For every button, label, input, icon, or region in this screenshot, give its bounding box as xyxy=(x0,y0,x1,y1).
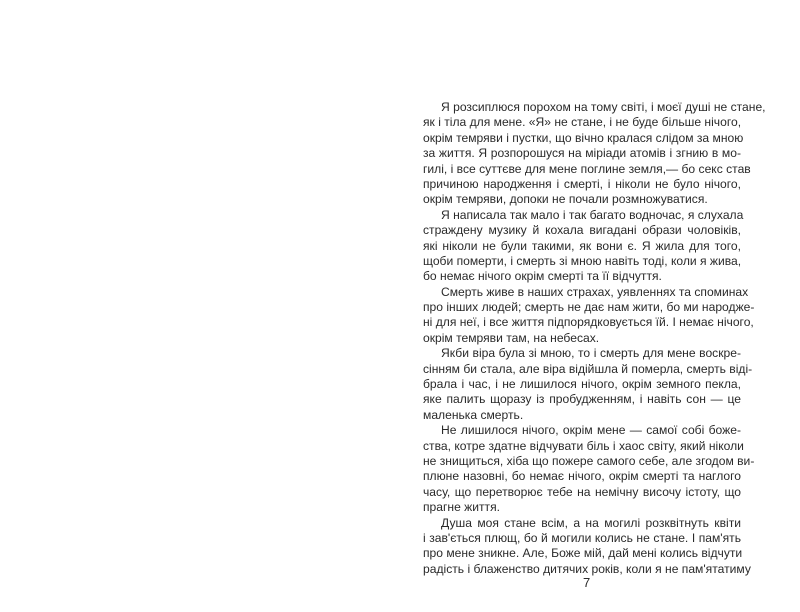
text-line: Я написала так мало і так багато водночас, я слухала xyxy=(441,207,744,222)
text-line: сінням би стала, але віра відійшла й померла, смерть віді- xyxy=(423,361,753,376)
text-line: прагне життя. xyxy=(423,500,501,515)
text-line: окрім темряви, допоки не почали розмножуватися. xyxy=(423,192,708,207)
text-line: Якби віра була зі мною, то і смерть для мене воскре- xyxy=(441,346,741,361)
paragraph xyxy=(423,284,755,347)
text-line: брала і час, і не лишилося нічого, окрім земного пекла, xyxy=(423,377,741,392)
text-line: не знищиться, хіба що пожере самого себе, але згодом ви- xyxy=(423,453,755,468)
text-line: радість і блаженство дитячих років, коли я не пам'ятатиму xyxy=(423,561,751,576)
text-line: за життя. Я розпорошуся на міріади атомів і згнию в мо- xyxy=(423,146,741,161)
text-line: окрім темряви там, на небесах. xyxy=(423,330,600,345)
text-line: часу, що перетворює тебе на немічну височу істоту, що xyxy=(423,484,741,499)
text-line: ні для неї, і все життя підпорядковується їй. І немає нічого, xyxy=(423,315,754,330)
text-line: яке палить щоразу із пробудженням, і навіть сон — це xyxy=(423,392,741,407)
text-line: бо немає нічого окрім смерті та її відчуття. xyxy=(423,269,662,284)
paragraph xyxy=(423,207,744,285)
text-line: щоби померти, і смерть зі мною навіть тоді, коли я жива, xyxy=(423,253,742,268)
text-line: окрім темряви і пустки, що вічно кралася слідом за мною xyxy=(423,130,744,145)
text-line: плюне назовні, бо немає нічого, окрім смерті та наглого xyxy=(423,469,741,484)
text-line: про інших людей; смерть не дає нам жити, бо ми народже- xyxy=(423,300,755,315)
paragraph xyxy=(423,100,766,208)
text-line: маленька смерть. xyxy=(423,407,524,422)
text-line: гилі, і все суттєве для мене поглине земля,— бо секс став xyxy=(423,161,751,176)
text-line: як і тіла для мене. «Я» не стане, і не буде більше нічого, xyxy=(423,115,742,130)
paragraph xyxy=(423,423,755,515)
text-line: Не лишилося нічого, окрім мене — самої собі боже- xyxy=(441,423,741,438)
paragraph xyxy=(423,346,753,423)
text-line: причиною народження і смерті, і ніколи не було нічого, xyxy=(423,176,741,191)
text-line: страждену музику й кохала вигадані образи чоловіків, xyxy=(423,223,741,238)
page-number: 7 xyxy=(583,575,591,590)
paragraph xyxy=(423,515,751,578)
text-line: про мене зникне. Але, Боже мій, дай мені колись відчути xyxy=(423,546,743,561)
text-line: які ніколи не були такими, як вони є. Я жила для того, xyxy=(423,238,741,253)
text-line: Смерть живе в наших страхах, уявленнях та споминах xyxy=(441,284,749,299)
text-line: і зав'ється плющ, бо й могили колись не стане. І пам'ять xyxy=(423,530,741,545)
body-text xyxy=(423,100,766,577)
text-line: Я розсиплюся порохом на тому світі, і моєї душі не стане, xyxy=(441,100,766,114)
text-line: ства, котре здатне відчувати біль і хаос світу, який ніколи xyxy=(423,438,744,453)
text-line: Душа моя стане всім, а на могилі розквітнуть квіти xyxy=(441,515,741,530)
